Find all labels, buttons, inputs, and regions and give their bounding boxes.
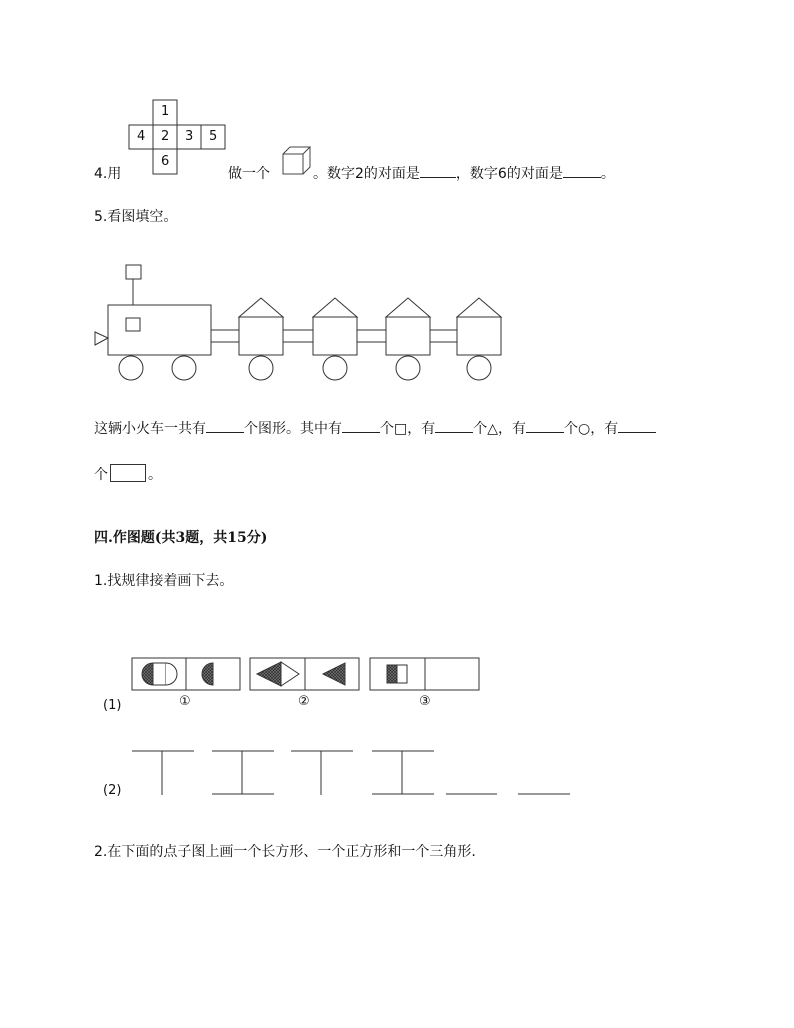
q5-title: 5.看图填空。 [94,209,178,225]
net-face-1: 1 [161,104,170,119]
circled-number-2: ② [298,694,310,709]
q4-prefix: 4.用 [94,166,122,182]
wheel [323,356,347,380]
q5-text-ge: 个 [94,467,108,483]
triangle-shaded [257,662,281,686]
cube-icon [282,146,312,176]
q5-text-total: 这辆小火车一共有 [94,421,206,437]
q5-text-squares: 个图形。其中有 [244,421,342,437]
carriage-3-body [386,317,430,355]
net-face-6: 6 [161,154,170,169]
q4-text-2-opposite: 。数字2的对面是 [313,166,420,182]
engine-window [126,318,140,331]
q4-text-6-opposite: ，数字6的对面是 [455,166,563,182]
p2-title: 2.在下面的点子图上画一个长方形、一个正方形和一个三角形. [94,844,476,860]
carriage-2-roof [313,298,357,317]
wheel [172,356,196,380]
carriage-3-roof [386,298,430,317]
half-circle-shaded [142,663,153,685]
train-figure [92,262,512,384]
q5-line-1 [94,418,656,438]
answer-blank-total[interactable] [206,420,244,433]
wheel [396,356,420,380]
half-circle-shaded [202,663,213,685]
q4-end: 。 [600,166,615,182]
net-face-2: 2 [161,129,170,144]
front-triangle [95,332,108,345]
carriage-1-roof [239,298,283,317]
wheel [119,356,143,380]
q5-text-rectangles: 个○，有 [564,421,619,437]
answer-blank-rectangles[interactable] [618,420,656,433]
row-1-label: (1) [103,698,122,713]
answer-blank-circles[interactable] [526,420,564,433]
square-white [397,665,407,683]
half-rounded-white [153,663,166,685]
circled-number-1: ① [179,694,191,709]
pattern-row-2 [130,748,575,798]
p1-title: 1.找规律接着画下去。 [94,573,234,589]
net-face-5: 5 [209,129,218,144]
square-shaded [387,665,397,683]
rectangle-icon [110,464,146,482]
net-face-3: 3 [185,129,194,144]
q5-line-2 [94,464,162,484]
q5-text-triangles: 个□，有 [380,421,436,437]
answer-blank-6[interactable] [563,165,601,178]
circled-number-3: ③ [419,694,431,709]
q4-question-line [313,163,615,183]
q4-middle: 做一个 [228,166,270,182]
triangle-shaded [323,663,345,685]
carriage-1-body [239,317,283,355]
q5-end: 。 [148,467,162,483]
carriage-4-roof [457,298,501,317]
row-2-label: (2) [103,783,122,798]
section-heading: 四.作图题(共3题，共15分) [94,530,268,546]
q5-text-circles: 个△，有 [473,421,527,437]
pattern-row-1 [131,657,483,693]
engine-body [108,305,211,355]
chimney-square [126,265,141,279]
carriage-4-body [457,317,501,355]
answer-blank-squares[interactable] [342,420,380,433]
answer-blank-2[interactable] [420,165,456,178]
wheel [249,356,273,380]
answer-blank-triangles[interactable] [435,420,473,433]
carriage-2-body [313,317,357,355]
triangle-white [281,662,299,686]
wheel [467,356,491,380]
net-face-4: 4 [137,129,146,144]
